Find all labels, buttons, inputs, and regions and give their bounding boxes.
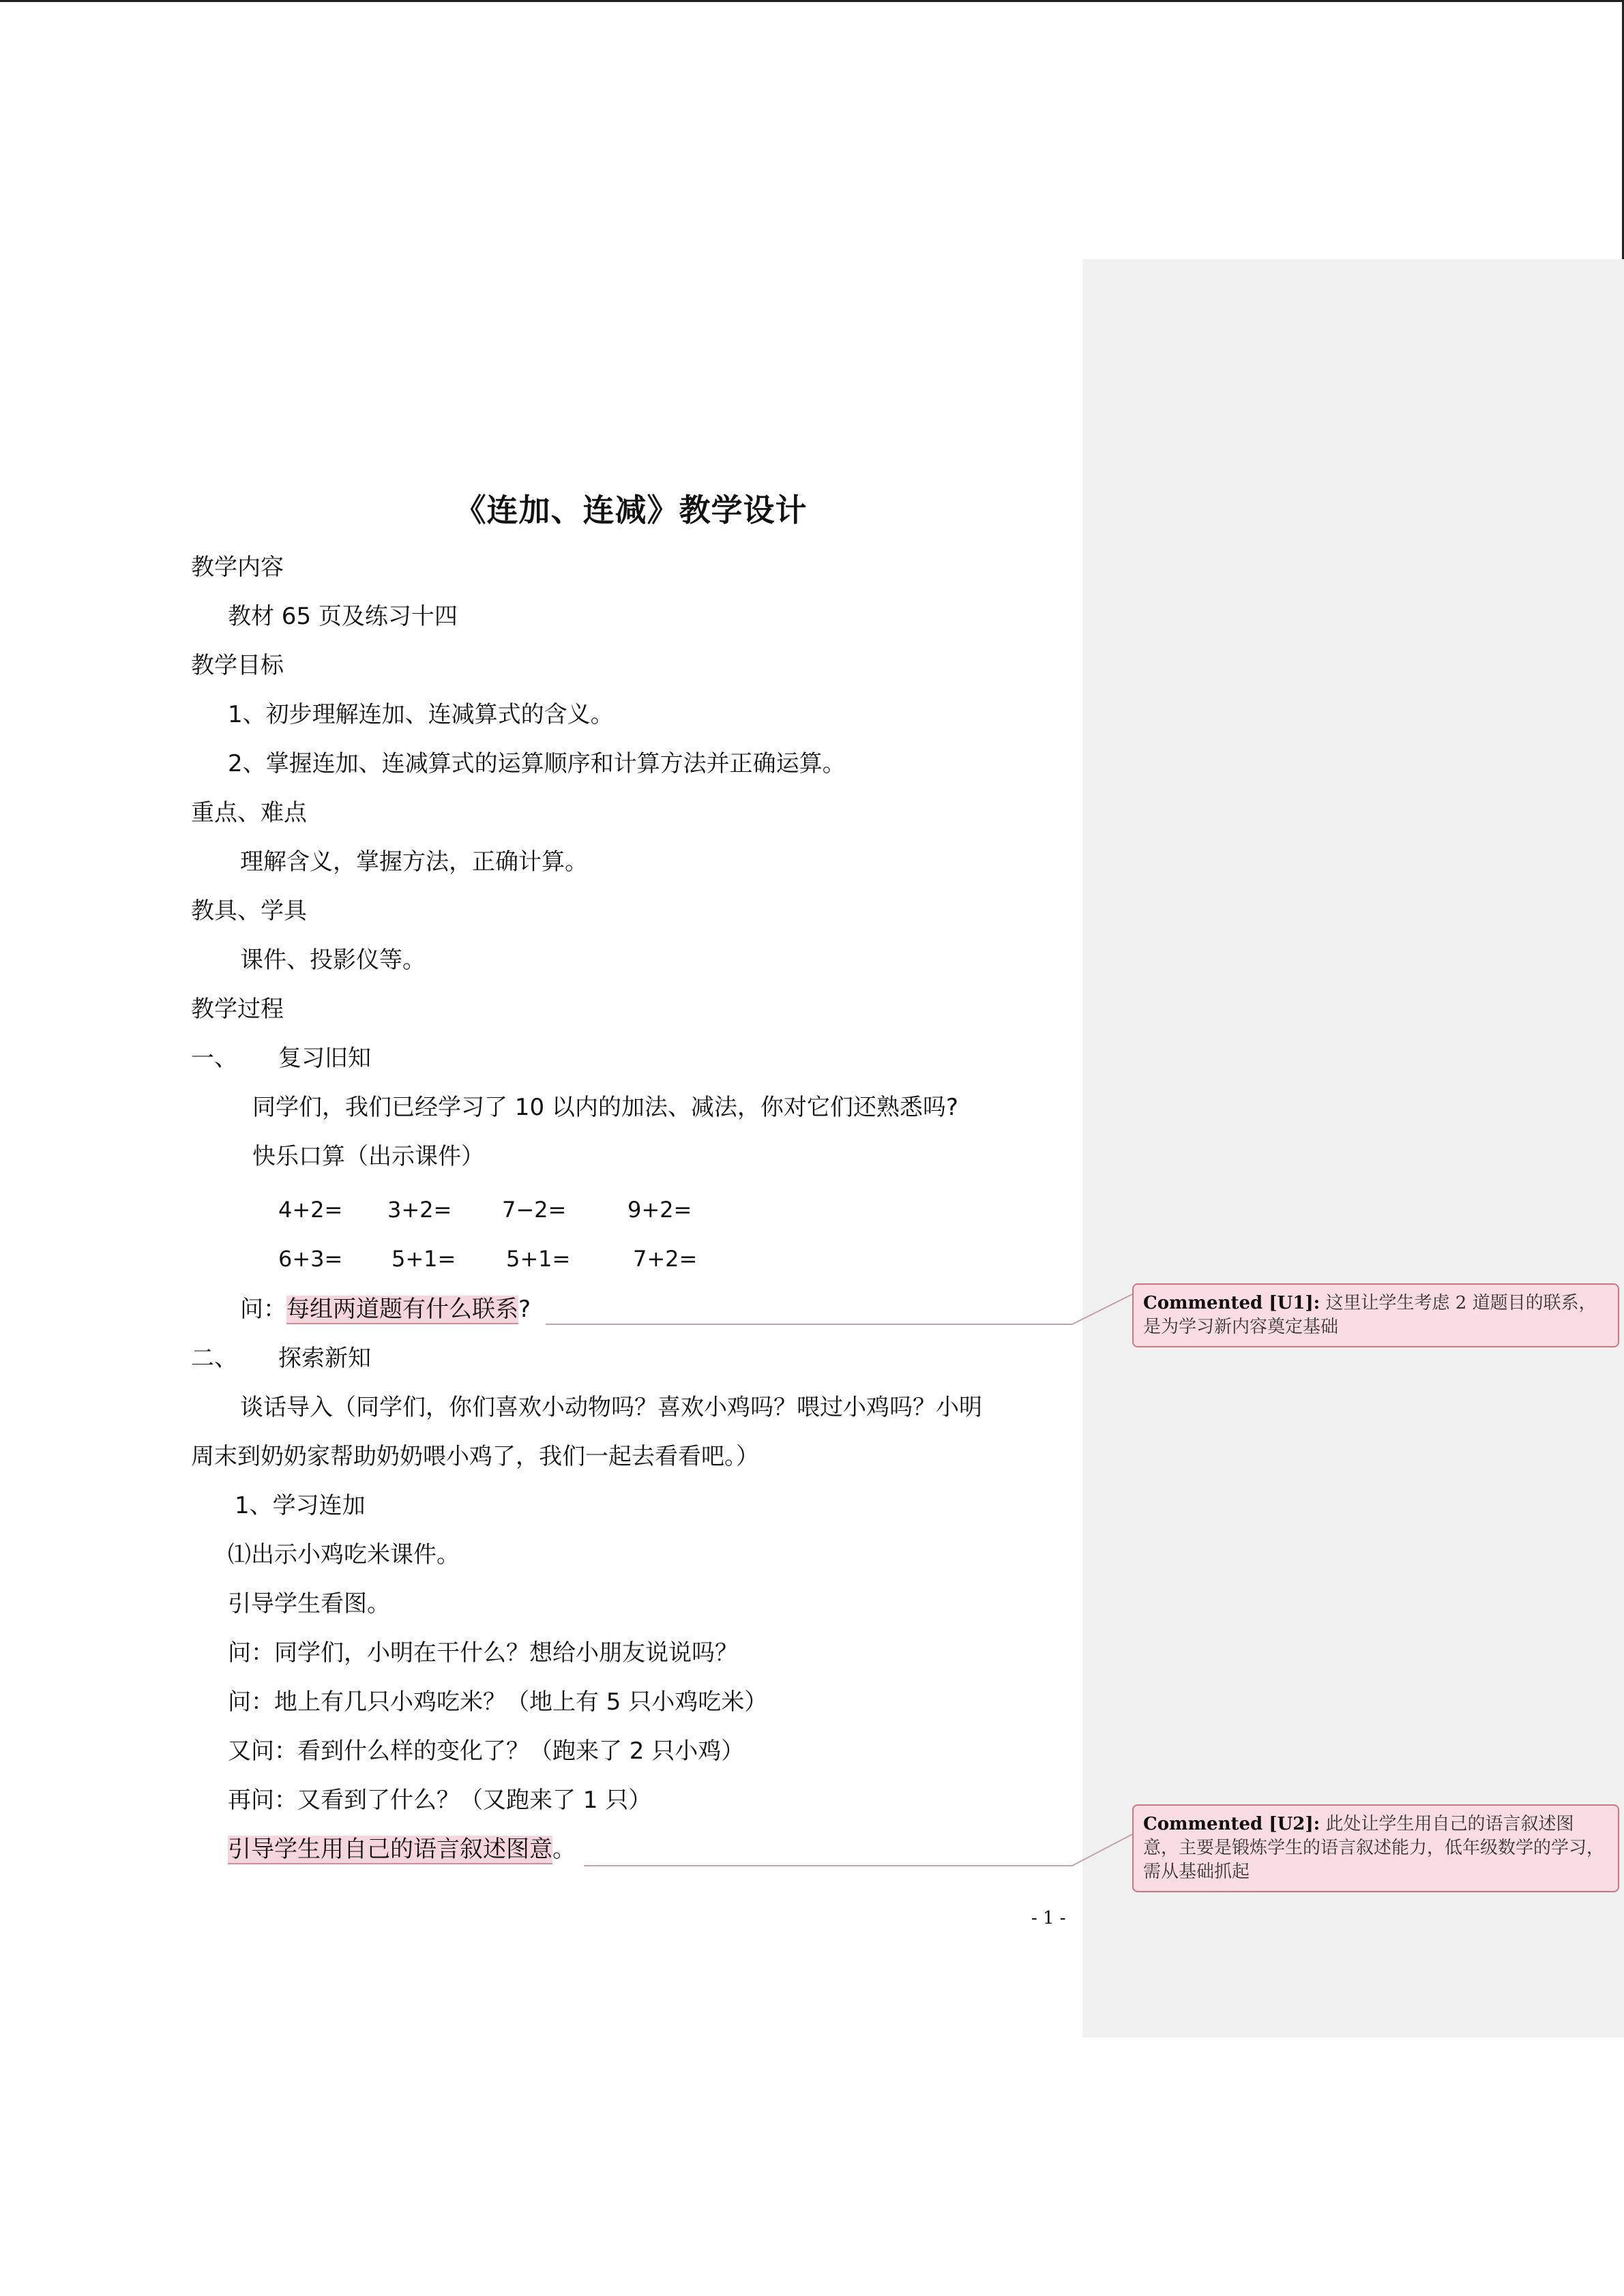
math-2-2: 5+1=	[392, 1246, 456, 1272]
guide-suffix: 。	[552, 1836, 576, 1863]
intro-talk-1: 谈话导入（同学们，你们喜欢小动物吗？喜欢小鸡吗？喂过小鸡吗？小明	[240, 1394, 982, 1421]
question-again: 再问：又看到了什么？（又跑来了 1 只）	[228, 1787, 652, 1814]
section-heading-keypoints: 重点、难点	[191, 799, 307, 826]
part-one-number: 一、	[191, 1045, 237, 1072]
math-1-3: 7−2=	[502, 1197, 567, 1223]
connector-u2	[584, 1834, 1132, 1866]
connector-u1	[546, 1294, 1132, 1324]
document-title: 《连加、连减》教学设计	[454, 492, 808, 528]
comment-u2[interactable]	[1132, 1804, 1619, 1892]
comment-u2-text: 此处让学生用自己的语言叙述图意，主要是锻炼学生的语言叙述能力，低年级数学的学习，需从基础抓起	[1143, 1814, 1605, 1882]
learn-addition-heading: 1、学习连加	[235, 1492, 366, 1519]
goal-1: 1、初步理解连加、连减算式的含义。	[228, 701, 614, 728]
comment-u1-text: 这里让学生考虑 2 道题目的联系，是为学习新内容奠定基础	[1143, 1293, 1597, 1337]
section-heading-goals: 教学目标	[191, 652, 284, 679]
review-intro: 同学们，我们已经学习了 10 以内的加法、减法，你对它们还熟悉吗?	[252, 1094, 958, 1121]
tools-text: 课件、投影仪等。	[240, 946, 426, 974]
page-number: - 1 -	[1031, 1908, 1066, 1928]
part-one-title: 复习旧知	[278, 1045, 371, 1072]
guide-look: 引导学生看图。	[228, 1590, 390, 1617]
step-1: ⑴出示小鸡吃米课件。	[228, 1541, 460, 1568]
question-suffix: ?	[518, 1296, 531, 1323]
math-1-4: 9+2=	[628, 1197, 692, 1223]
question-prefix: 问：	[240, 1296, 286, 1323]
part-two-title: 探索新知	[278, 1345, 371, 1372]
math-1-1: 4+2=	[278, 1197, 343, 1223]
section-heading-content: 教学内容	[191, 554, 284, 581]
keypoints-text: 理解含义，掌握方法，正确计算。	[240, 848, 588, 876]
commented-text-u2[interactable]: 引导学生用自己的语言叙述图意	[228, 1836, 552, 1863]
math-2-1: 6+3=	[278, 1246, 343, 1272]
question-change: 又问：看到什么样的变化了？（跑来了 2 只小鸡）	[228, 1738, 745, 1765]
section-heading-process: 教学过程	[191, 996, 284, 1023]
content-text: 教材 65 页及练习十四	[228, 603, 458, 630]
intro-talk-2: 周末到奶奶家帮助奶奶喂小鸡了，我们一起去看看吧。）	[191, 1443, 759, 1470]
goal-2: 2、掌握连加、连减算式的运算顺序和计算方法并正确运算。	[228, 750, 846, 777]
section-heading-tools: 教具、学具	[191, 897, 307, 925]
commented-text-u1[interactable]: 每组两道题有什么联系	[286, 1296, 518, 1323]
comment-u1[interactable]	[1132, 1283, 1619, 1347]
math-1-2: 3+2=	[387, 1197, 452, 1223]
question-chicks: 问：地上有几只小鸡吃米？（地上有 5 只小鸡吃米）	[228, 1688, 768, 1716]
math-2-4: 7+2=	[633, 1246, 698, 1272]
math-2-3: 5+1=	[506, 1246, 571, 1272]
part-two-number: 二、	[191, 1345, 237, 1372]
mental-math-heading: 快乐口算（出示课件）	[252, 1143, 484, 1170]
comment-u2-label: Commented [U2]:	[1143, 1814, 1320, 1834]
comment-u1-label: Commented [U1]:	[1143, 1293, 1320, 1313]
question-xiaoming: 问：同学们，小明在干什么？想给小朋友说说吗？	[228, 1639, 738, 1667]
